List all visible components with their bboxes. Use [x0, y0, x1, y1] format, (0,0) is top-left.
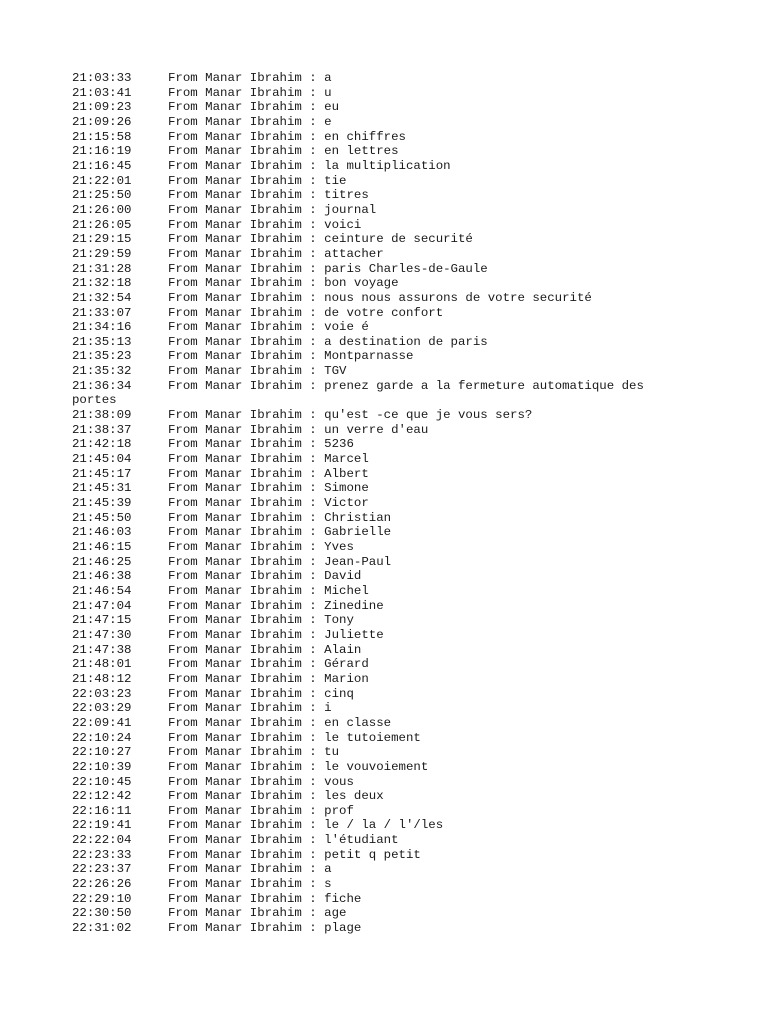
message-text: la multiplication [324, 158, 451, 173]
message-text: Gérard [324, 657, 369, 672]
chat-message-row [72, 628, 672, 643]
message-sender: From Manar Ibrahim : [168, 144, 325, 159]
message-sender: From Manar Ibrahim : [168, 261, 325, 276]
message-text: Albert [324, 466, 369, 481]
message-sender: From Manar Ibrahim : [168, 100, 325, 115]
chat-message-row [72, 320, 672, 335]
message-sender: From Manar Ibrahim : [168, 847, 325, 862]
message-text: petit q petit [324, 847, 421, 862]
message-timestamp: 21:25:50 [72, 188, 132, 203]
message-text: les deux [324, 789, 384, 804]
message-text: en classe [324, 715, 392, 730]
message-timestamp: 21:09:26 [72, 114, 132, 129]
chat-message-row [72, 100, 672, 115]
message-sender: From Manar Ibrahim : [168, 290, 325, 305]
message-sender: From Manar Ibrahim : [168, 378, 325, 393]
message-timestamp: 21:03:41 [72, 85, 132, 100]
message-sender: From Manar Ibrahim : [168, 173, 325, 188]
message-text: attacher [324, 246, 384, 261]
chat-message-row [72, 657, 672, 672]
message-text: fiche [324, 891, 362, 906]
message-timestamp: 21:47:15 [72, 613, 132, 628]
message-sender: From Manar Ibrahim : [168, 217, 325, 232]
message-text: Alain [324, 642, 362, 657]
chat-message-row [72, 789, 672, 804]
chat-message-row [72, 262, 672, 277]
message-timestamp: 21:26:05 [72, 217, 132, 232]
message-sender: From Manar Ibrahim : [168, 334, 325, 349]
message-text: a [324, 862, 332, 877]
message-text: e [324, 114, 332, 129]
chat-log [72, 71, 672, 936]
message-text: qu'est -ce que je vous sers? [324, 408, 533, 423]
message-sender: From Manar Ibrahim : [168, 671, 325, 686]
message-timestamp: 21:29:15 [72, 232, 132, 247]
message-sender: From Manar Ibrahim : [168, 906, 325, 921]
chat-message-row [72, 775, 672, 790]
message-timestamp: 21:35:13 [72, 334, 132, 349]
message-text: plage [324, 921, 362, 936]
message-text: en lettres [324, 144, 399, 159]
message-text: vous [324, 774, 354, 789]
message-sender: From Manar Ibrahim : [168, 657, 325, 672]
message-timestamp: 21:46:38 [72, 569, 132, 584]
chat-message-row [72, 862, 672, 877]
message-text: u [324, 85, 332, 100]
chat-message-row [72, 71, 672, 86]
chat-message-row [72, 349, 672, 364]
message-sender: From Manar Ibrahim : [168, 803, 325, 818]
chat-message-row [72, 540, 672, 555]
message-text: Christian [324, 510, 392, 525]
chat-message-row [72, 599, 672, 614]
message-timestamp: 22:26:26 [72, 877, 132, 892]
message-timestamp: 21:15:58 [72, 129, 132, 144]
message-text: voie é [324, 320, 369, 335]
message-sender: From Manar Ibrahim : [168, 554, 325, 569]
chat-message-row [72, 555, 672, 570]
message-timestamp: 21:38:09 [72, 408, 132, 423]
chat-message-row [72, 408, 672, 423]
message-timestamp: 22:22:04 [72, 833, 132, 848]
message-text: en chiffres [324, 129, 406, 144]
chat-message-row [72, 247, 672, 262]
message-text: a destination de paris [324, 334, 488, 349]
message-timestamp: 22:10:24 [72, 730, 132, 745]
message-text: un verre d'eau [324, 422, 429, 437]
chat-message-row [72, 437, 672, 452]
message-text: tie [324, 173, 347, 188]
message-text: Victor [324, 496, 369, 511]
message-timestamp: 22:31:02 [72, 921, 132, 936]
message-timestamp: 21:46:15 [72, 540, 132, 554]
message-text: Simone [324, 481, 369, 496]
message-timestamp: 22:16:11 [72, 803, 132, 818]
message-sender: From Manar Ibrahim : [168, 686, 325, 701]
message-timestamp: 21:45:39 [72, 496, 132, 511]
message-timestamp: 22:09:41 [72, 715, 132, 730]
message-sender: From Manar Ibrahim : [168, 642, 325, 657]
message-sender: From Manar Ibrahim : [168, 627, 325, 642]
message-sender: From Manar Ibrahim : [168, 715, 325, 730]
message-timestamp: 21:31:28 [72, 261, 132, 276]
message-timestamp: 21:48:12 [72, 671, 132, 686]
chat-message-row [72, 423, 672, 438]
chat-message-row [72, 452, 672, 467]
message-sender: From Manar Ibrahim : [168, 701, 325, 716]
message-timestamp: 21:35:32 [72, 364, 132, 379]
chat-message-row [72, 306, 672, 321]
message-timestamp: 21:36:34 [72, 378, 132, 393]
message-timestamp: 21:46:54 [72, 583, 132, 598]
message-sender: From Manar Ibrahim : [168, 481, 325, 496]
chat-message-row [72, 760, 672, 775]
message-timestamp: 21:45:50 [72, 510, 132, 525]
message-text: TGV [324, 364, 347, 379]
message-sender: From Manar Ibrahim : [168, 862, 325, 877]
message-timestamp: 21:16:45 [72, 158, 132, 173]
message-timestamp: 21:48:01 [72, 657, 132, 672]
message-timestamp: 21:47:30 [72, 627, 132, 642]
chat-message-row [72, 701, 672, 716]
message-timestamp: 22:10:39 [72, 759, 132, 774]
message-timestamp: 22:12:42 [72, 789, 132, 804]
message-text: Yves [324, 540, 354, 554]
message-timestamp: 21:46:03 [72, 525, 132, 540]
message-text: le vouvoiement [324, 759, 429, 774]
message-sender: From Manar Ibrahim : [168, 877, 325, 892]
message-text: voici [324, 217, 362, 232]
message-timestamp: 22:23:33 [72, 847, 132, 862]
message-text: age [324, 906, 347, 921]
message-sender: From Manar Ibrahim : [168, 188, 325, 203]
message-sender: From Manar Ibrahim : [168, 452, 325, 467]
message-text: Juliette [324, 627, 384, 642]
message-timestamp: 21:47:38 [72, 642, 132, 657]
message-timestamp: 21:34:16 [72, 320, 132, 335]
message-text: s [324, 877, 332, 892]
message-text: journal [324, 202, 377, 217]
message-sender: From Manar Ibrahim : [168, 85, 325, 100]
message-sender: From Manar Ibrahim : [168, 276, 325, 291]
message-timestamp: 21:46:25 [72, 554, 132, 569]
message-sender: From Manar Ibrahim : [168, 598, 325, 613]
message-timestamp: 21:45:04 [72, 452, 132, 467]
chat-message-row [72, 525, 672, 540]
message-text: nous nous assurons de votre securité [324, 290, 592, 305]
chat-message-row [72, 276, 672, 291]
chat-message-row [72, 745, 672, 760]
chat-message-row [72, 672, 672, 687]
message-timestamp: 21:32:54 [72, 290, 132, 305]
message-timestamp: 21:45:31 [72, 481, 132, 496]
message-text: Michel [324, 583, 369, 598]
message-text: de votre confort [324, 305, 444, 320]
message-sender: From Manar Ibrahim : [168, 818, 325, 833]
message-timestamp: 21:42:18 [72, 437, 132, 452]
message-text: bon voyage [324, 276, 399, 291]
message-timestamp: 22:03:23 [72, 686, 132, 701]
message-text: Montparnasse [324, 349, 414, 364]
message-sender: From Manar Ibrahim : [168, 129, 325, 144]
chat-message-row [72, 892, 672, 907]
chat-message-row [72, 818, 672, 833]
message-timestamp: 21:35:23 [72, 349, 132, 364]
chat-message-row [72, 218, 672, 233]
message-timestamp: 21:47:04 [72, 598, 132, 613]
chat-message-row [72, 716, 672, 731]
chat-message-row [72, 511, 672, 526]
message-text: tu [324, 745, 340, 760]
chat-message-row [72, 687, 672, 702]
chat-message-row [72, 833, 672, 848]
message-sender: From Manar Ibrahim : [168, 891, 325, 906]
message-sender: From Manar Ibrahim : [168, 833, 325, 848]
chat-message-row [72, 877, 672, 892]
message-sender: From Manar Ibrahim : [168, 613, 325, 628]
message-text: l'étudiant [324, 833, 399, 848]
message-text: David [324, 569, 362, 584]
message-text: ceinture de securité [324, 232, 473, 247]
message-timestamp: 22:19:41 [72, 818, 132, 833]
chat-message-row [72, 731, 672, 746]
message-sender: From Manar Ibrahim : [168, 789, 325, 804]
chat-message-row [72, 174, 672, 189]
message-text: titres [324, 188, 369, 203]
message-text: prenez garde a la fermeture automatique des [324, 378, 644, 393]
message-timestamp: 22:30:50 [72, 906, 132, 921]
message-text: Jean-Paul [324, 554, 392, 569]
chat-message-row [72, 481, 672, 496]
chat-message-row [72, 291, 672, 306]
message-timestamp: 21:32:18 [72, 276, 132, 291]
message-text: eu [324, 100, 340, 115]
message-timestamp: 21:03:33 [72, 71, 132, 85]
chat-message-row [72, 364, 672, 379]
message-sender: From Manar Ibrahim : [168, 466, 325, 481]
message-text: le / la / l'/les [324, 818, 444, 833]
message-timestamp: 22:03:29 [72, 701, 132, 716]
message-timestamp: 21:29:59 [72, 246, 132, 261]
chat-message-row [72, 496, 672, 511]
message-sender: From Manar Ibrahim : [168, 569, 325, 584]
message-sender: From Manar Ibrahim : [168, 408, 325, 423]
chat-message-row [72, 130, 672, 145]
message-timestamp: 22:29:10 [72, 891, 132, 906]
message-sender: From Manar Ibrahim : [168, 246, 325, 261]
chat-message-row [72, 115, 672, 130]
message-timestamp: 21:33:07 [72, 305, 132, 320]
message-text: 5236 [324, 437, 354, 452]
chat-message-row [72, 188, 672, 203]
message-sender: From Manar Ibrahim : [168, 745, 325, 760]
message-sender: From Manar Ibrahim : [168, 730, 325, 745]
message-timestamp: 21:22:01 [72, 173, 132, 188]
message-timestamp: 22:10:45 [72, 774, 132, 789]
message-text: le tutoiement [324, 730, 421, 745]
message-sender: From Manar Ibrahim : [168, 232, 325, 247]
message-sender: From Manar Ibrahim : [168, 422, 325, 437]
message-timestamp: 22:10:27 [72, 745, 132, 760]
message-text: i [324, 701, 332, 716]
chat-message-row [72, 467, 672, 482]
message-timestamp: 21:09:23 [72, 100, 132, 115]
chat-message-row [72, 848, 672, 863]
chat-message-row [72, 584, 672, 599]
chat-message-row [72, 906, 672, 921]
chat-message-row [72, 379, 672, 394]
chat-message-row [72, 159, 672, 174]
message-timestamp: 21:45:17 [72, 466, 132, 481]
chat-message-row [72, 335, 672, 350]
message-sender: From Manar Ibrahim : [168, 114, 325, 129]
message-text: Zinedine [324, 598, 384, 613]
chat-message-row [72, 144, 672, 159]
message-sender: From Manar Ibrahim : [168, 774, 325, 789]
message-sender: From Manar Ibrahim : [168, 510, 325, 525]
chat-message-row [72, 203, 672, 218]
message-timestamp: 21:16:19 [72, 144, 132, 159]
message-text: a [324, 71, 332, 85]
chat-message-row [72, 643, 672, 658]
chat-message-row [72, 232, 672, 247]
message-text: Marcel [324, 452, 369, 467]
message-text: paris Charles-de-Gaule [324, 261, 488, 276]
message-sender: From Manar Ibrahim : [168, 349, 325, 364]
message-sender: From Manar Ibrahim : [168, 364, 325, 379]
message-sender: From Manar Ibrahim : [168, 540, 325, 554]
chat-message-row [72, 613, 672, 628]
message-sender: From Manar Ibrahim : [168, 759, 325, 774]
message-text: Tony [324, 613, 354, 628]
message-text: cinq [324, 686, 354, 701]
message-sender: From Manar Ibrahim : [168, 305, 325, 320]
message-text: prof [324, 803, 354, 818]
message-timestamp: 21:26:00 [72, 202, 132, 217]
message-timestamp: 21:38:37 [72, 422, 132, 437]
message-sender: From Manar Ibrahim : [168, 525, 325, 540]
message-text: Gabrielle [324, 525, 392, 540]
message-text-continuation: portes [72, 393, 117, 408]
message-sender: From Manar Ibrahim : [168, 583, 325, 598]
message-timestamp: 22:23:37 [72, 862, 132, 877]
message-text: Marion [324, 671, 369, 686]
chat-message-row [72, 86, 672, 101]
message-sender: From Manar Ibrahim : [168, 437, 325, 452]
message-sender: From Manar Ibrahim : [168, 921, 325, 936]
chat-message-row [72, 804, 672, 819]
chat-message-row [72, 921, 672, 936]
message-sender: From Manar Ibrahim : [168, 320, 325, 335]
message-sender: From Manar Ibrahim : [168, 202, 325, 217]
message-sender: From Manar Ibrahim : [168, 71, 325, 85]
message-sender: From Manar Ibrahim : [168, 496, 325, 511]
message-sender: From Manar Ibrahim : [168, 158, 325, 173]
chat-message-row [72, 569, 672, 584]
